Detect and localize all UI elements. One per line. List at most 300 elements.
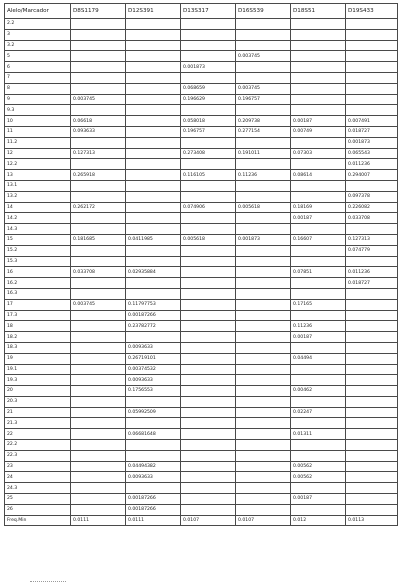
frequency-cell bbox=[126, 191, 181, 202]
table-row bbox=[5, 386, 398, 397]
frequency-cell bbox=[71, 72, 126, 83]
frequency-cell: 0.0093633 bbox=[126, 342, 181, 353]
frequency-cell: 0.04494382 bbox=[126, 461, 181, 472]
frequency-cell bbox=[346, 353, 398, 364]
frequency-cell bbox=[126, 418, 181, 429]
frequency-cell bbox=[346, 94, 398, 105]
frequency-cell bbox=[71, 256, 126, 267]
frequency-cell: 0.06618 bbox=[71, 116, 126, 127]
frequency-cell: 0.02935884 bbox=[126, 267, 181, 278]
frequency-cell bbox=[291, 19, 346, 30]
table-row bbox=[5, 234, 398, 245]
frequency-cell bbox=[236, 267, 291, 278]
frequency-cell bbox=[126, 332, 181, 343]
frequency-cell: 0.00187 bbox=[291, 213, 346, 224]
allele-cell: 25 bbox=[5, 494, 71, 505]
frequency-cell bbox=[71, 105, 126, 116]
frequency-cell bbox=[71, 180, 126, 191]
header-marker: D12S391 bbox=[126, 4, 181, 19]
frequency-cell: 0.02247 bbox=[291, 407, 346, 418]
frequency-cell bbox=[126, 19, 181, 30]
frequency-cell bbox=[126, 180, 181, 191]
allele-cell: 9 bbox=[5, 94, 71, 105]
frequency-cell: 0.1756553 bbox=[126, 386, 181, 397]
table-row bbox=[5, 191, 398, 202]
frequency-cell: 0.097378 bbox=[346, 191, 398, 202]
frequency-cell: 0.00562 bbox=[291, 461, 346, 472]
frequency-cell bbox=[291, 256, 346, 267]
frequency-cell: 0.074779 bbox=[346, 245, 398, 256]
frequency-cell bbox=[236, 159, 291, 170]
frequency-cell bbox=[126, 94, 181, 105]
frequency-cell bbox=[71, 440, 126, 451]
frequency-cell bbox=[181, 245, 236, 256]
table-row bbox=[5, 461, 398, 472]
frequency-cell bbox=[71, 450, 126, 461]
allele-cell: 21 bbox=[5, 407, 71, 418]
frequency-cell bbox=[346, 364, 398, 375]
table-row bbox=[5, 267, 398, 278]
frequency-cell bbox=[181, 364, 236, 375]
table-row bbox=[5, 40, 398, 51]
frequency-cell bbox=[71, 62, 126, 73]
frequency-cell bbox=[181, 105, 236, 116]
frequency-cell bbox=[181, 418, 236, 429]
frequency-cell bbox=[71, 483, 126, 494]
allele-cell: 5 bbox=[5, 51, 71, 62]
table-row bbox=[5, 450, 398, 461]
frequency-cell bbox=[236, 396, 291, 407]
frequency-cell bbox=[71, 19, 126, 30]
table-row bbox=[5, 288, 398, 299]
frequency-cell: 0.00187 bbox=[291, 494, 346, 505]
frequency-cell bbox=[181, 51, 236, 62]
frequency-cell bbox=[236, 180, 291, 191]
allele-cell: 13.1 bbox=[5, 180, 71, 191]
allele-cell: 18 bbox=[5, 321, 71, 332]
frequency-cell bbox=[71, 494, 126, 505]
frequency-cell bbox=[291, 245, 346, 256]
frequency-cell bbox=[126, 29, 181, 40]
frequency-cell: 0.23782772 bbox=[126, 321, 181, 332]
frequency-cell bbox=[71, 418, 126, 429]
frequency-cell bbox=[236, 299, 291, 310]
allele-cell: 16.3 bbox=[5, 288, 71, 299]
frequency-cell: 0.00187 bbox=[291, 332, 346, 343]
frequency-cell bbox=[291, 105, 346, 116]
frequency-cell bbox=[181, 472, 236, 483]
table-body bbox=[5, 19, 398, 526]
frequency-cell bbox=[291, 137, 346, 148]
frequency-cell: 0.0107 bbox=[236, 515, 291, 526]
frequency-cell bbox=[346, 256, 398, 267]
table-row bbox=[5, 202, 398, 213]
header-marker: D16S539 bbox=[236, 4, 291, 19]
frequency-cell bbox=[236, 278, 291, 289]
table-row bbox=[5, 148, 398, 159]
table-row bbox=[5, 278, 398, 289]
frequency-cell bbox=[346, 51, 398, 62]
frequency-cell bbox=[181, 483, 236, 494]
frequency-cell bbox=[236, 288, 291, 299]
frequency-cell: 0.00374532 bbox=[126, 364, 181, 375]
frequency-cell: 0.003745 bbox=[236, 83, 291, 94]
frequency-cell: 0.007491 bbox=[346, 116, 398, 127]
frequency-cell bbox=[236, 461, 291, 472]
frequency-cell bbox=[291, 288, 346, 299]
frequency-cell bbox=[126, 202, 181, 213]
frequency-cell bbox=[236, 256, 291, 267]
frequency-cell bbox=[181, 278, 236, 289]
table-row bbox=[5, 29, 398, 40]
frequency-cell bbox=[236, 386, 291, 397]
frequency-cell bbox=[71, 332, 126, 343]
header-marker: D19S433 bbox=[346, 4, 398, 19]
frequency-cell bbox=[126, 40, 181, 51]
frequency-cell bbox=[236, 494, 291, 505]
frequency-cell bbox=[236, 429, 291, 440]
frequency-cell: 0.00187 bbox=[291, 116, 346, 127]
frequency-cell: 0.01311 bbox=[291, 429, 346, 440]
table-row bbox=[5, 494, 398, 505]
table-row bbox=[5, 342, 398, 353]
frequency-cell bbox=[236, 62, 291, 73]
frequency-cell bbox=[346, 40, 398, 51]
allele-cell: 15.2 bbox=[5, 245, 71, 256]
frequency-cell bbox=[291, 224, 346, 235]
frequency-cell bbox=[236, 440, 291, 451]
frequency-cell bbox=[181, 191, 236, 202]
frequency-cell bbox=[71, 461, 126, 472]
frequency-cell bbox=[181, 375, 236, 386]
frequency-cell bbox=[181, 494, 236, 505]
frequency-cell: 0.181685 bbox=[71, 234, 126, 245]
frequency-cell bbox=[346, 321, 398, 332]
frequency-cell: 0.265918 bbox=[71, 170, 126, 181]
frequency-cell bbox=[71, 51, 126, 62]
allele-cell: 7 bbox=[5, 72, 71, 83]
allele-cell: 24 bbox=[5, 472, 71, 483]
frequency-cell: 0.11797753 bbox=[126, 299, 181, 310]
frequency-cell bbox=[236, 407, 291, 418]
frequency-cell: 0.277154 bbox=[236, 126, 291, 137]
table-row bbox=[5, 310, 398, 321]
frequency-cell bbox=[346, 386, 398, 397]
frequency-cell bbox=[346, 440, 398, 451]
frequency-cell bbox=[291, 375, 346, 386]
frequency-cell: 0.17165 bbox=[291, 299, 346, 310]
frequency-cell bbox=[181, 267, 236, 278]
frequency-cell bbox=[181, 504, 236, 515]
frequency-cell bbox=[181, 137, 236, 148]
allele-cell: 18.3 bbox=[5, 342, 71, 353]
frequency-cell: 0.18169 bbox=[291, 202, 346, 213]
frequency-cell bbox=[181, 332, 236, 343]
allele-cell: 16.2 bbox=[5, 278, 71, 289]
frequency-cell bbox=[126, 450, 181, 461]
frequency-cell bbox=[71, 386, 126, 397]
frequency-cell: 0.003745 bbox=[236, 51, 291, 62]
frequency-cell bbox=[291, 72, 346, 83]
frequency-cell bbox=[291, 51, 346, 62]
allele-cell: 22.3 bbox=[5, 450, 71, 461]
frequency-cell bbox=[71, 40, 126, 51]
frequency-cell: 0.273408 bbox=[181, 148, 236, 159]
table-row bbox=[5, 126, 398, 137]
header-allele-marker: Alelo/Marcador bbox=[5, 4, 71, 19]
allele-cell: 19 bbox=[5, 353, 71, 364]
frequency-cell: 0.003745 bbox=[71, 299, 126, 310]
allele-cell: 17.3 bbox=[5, 310, 71, 321]
table-row bbox=[5, 137, 398, 148]
frequency-cell bbox=[181, 299, 236, 310]
frequency-cell bbox=[291, 450, 346, 461]
frequency-cell: 0.294007 bbox=[346, 170, 398, 181]
table-row bbox=[5, 321, 398, 332]
frequency-cell: 0.003745 bbox=[71, 94, 126, 105]
frequency-cell bbox=[346, 396, 398, 407]
frequency-cell: 0.209738 bbox=[236, 116, 291, 127]
frequency-cell bbox=[236, 418, 291, 429]
frequency-cell bbox=[181, 450, 236, 461]
frequency-cell bbox=[71, 245, 126, 256]
frequency-cell bbox=[71, 137, 126, 148]
frequency-cell bbox=[71, 429, 126, 440]
frequency-cell: 0.001873 bbox=[181, 62, 236, 73]
frequency-cell bbox=[181, 407, 236, 418]
frequency-cell bbox=[346, 29, 398, 40]
allele-cell: 26 bbox=[5, 504, 71, 515]
frequency-cell bbox=[181, 342, 236, 353]
frequency-cell: 0.127313 bbox=[346, 234, 398, 245]
frequency-cell bbox=[346, 310, 398, 321]
frequency-cell: 0.068659 bbox=[181, 83, 236, 94]
allele-cell: 19.3 bbox=[5, 375, 71, 386]
table-row bbox=[5, 418, 398, 429]
frequency-cell: 0.033708 bbox=[346, 213, 398, 224]
allele-cell: 21.3 bbox=[5, 418, 71, 429]
allele-cell: 12.2 bbox=[5, 159, 71, 170]
table-row bbox=[5, 116, 398, 127]
table-row bbox=[5, 299, 398, 310]
allele-cell: 9.3 bbox=[5, 105, 71, 116]
table-row bbox=[5, 224, 398, 235]
frequency-cell bbox=[236, 353, 291, 364]
frequency-cell bbox=[346, 224, 398, 235]
frequency-cell bbox=[236, 245, 291, 256]
frequency-cell: 0.26719101 bbox=[126, 353, 181, 364]
table-row bbox=[5, 180, 398, 191]
frequency-cell bbox=[291, 62, 346, 73]
frequency-cell bbox=[181, 310, 236, 321]
table-row bbox=[5, 62, 398, 73]
frequency-cell: 0.074906 bbox=[181, 202, 236, 213]
allele-cell: 6 bbox=[5, 62, 71, 73]
allele-cell: 23 bbox=[5, 461, 71, 472]
header-marker: D8S1179 bbox=[71, 4, 126, 19]
frequency-cell bbox=[126, 213, 181, 224]
table-row bbox=[5, 440, 398, 451]
frequency-cell: 0.00462 bbox=[291, 386, 346, 397]
frequency-cell: 0.0093633 bbox=[126, 472, 181, 483]
frequency-cell: 0.07303 bbox=[291, 148, 346, 159]
table-row bbox=[5, 504, 398, 515]
allele-cell: 8 bbox=[5, 83, 71, 94]
frequency-cell bbox=[291, 180, 346, 191]
frequency-cell bbox=[71, 375, 126, 386]
frequency-cell bbox=[291, 278, 346, 289]
frequency-cell bbox=[291, 310, 346, 321]
table-row bbox=[5, 364, 398, 375]
frequency-cell: 0.0411985 bbox=[126, 234, 181, 245]
header-marker: D18S51 bbox=[291, 4, 346, 19]
table-row bbox=[5, 19, 398, 30]
frequency-cell bbox=[71, 396, 126, 407]
frequency-cell bbox=[126, 288, 181, 299]
frequency-cell: 0.001873 bbox=[236, 234, 291, 245]
frequency-cell bbox=[346, 483, 398, 494]
allele-cell: 3.2 bbox=[5, 40, 71, 51]
page-footnote-rule bbox=[30, 579, 90, 584]
frequency-cell bbox=[291, 159, 346, 170]
table-row bbox=[5, 407, 398, 418]
table-header bbox=[5, 4, 398, 19]
allele-cell: 13.2 bbox=[5, 191, 71, 202]
frequency-cell bbox=[71, 407, 126, 418]
frequency-cell: 0.011236 bbox=[346, 267, 398, 278]
frequency-cell bbox=[291, 40, 346, 51]
frequency-cell bbox=[181, 440, 236, 451]
frequency-cell: 0.011236 bbox=[346, 159, 398, 170]
frequency-cell bbox=[346, 461, 398, 472]
frequency-cell bbox=[346, 504, 398, 515]
frequency-cell: 0.018727 bbox=[346, 278, 398, 289]
frequency-cell bbox=[71, 191, 126, 202]
frequency-cell bbox=[291, 342, 346, 353]
table-row bbox=[5, 51, 398, 62]
frequency-cell bbox=[346, 62, 398, 73]
frequency-cell: 0.00749 bbox=[291, 126, 346, 137]
frequency-cell: 0.05992509 bbox=[126, 407, 181, 418]
frequency-cell: 0.06681648 bbox=[126, 429, 181, 440]
frequency-cell: 0.00187266 bbox=[126, 494, 181, 505]
frequency-cell bbox=[291, 504, 346, 515]
frequency-cell bbox=[181, 396, 236, 407]
frequency-cell: 0.127313 bbox=[71, 148, 126, 159]
frequency-cell bbox=[126, 148, 181, 159]
allele-cell: 14 bbox=[5, 202, 71, 213]
frequency-cell bbox=[71, 364, 126, 375]
frequency-cell bbox=[181, 40, 236, 51]
frequency-cell bbox=[346, 288, 398, 299]
frequency-cell bbox=[236, 19, 291, 30]
allele-cell: 19.1 bbox=[5, 364, 71, 375]
allele-frequency-table bbox=[4, 3, 398, 526]
frequency-cell bbox=[126, 51, 181, 62]
frequency-cell bbox=[291, 440, 346, 451]
frequency-cell bbox=[181, 180, 236, 191]
frequency-cell bbox=[236, 72, 291, 83]
allele-cell: 13 bbox=[5, 170, 71, 181]
header-row bbox=[5, 4, 398, 19]
table-row bbox=[5, 105, 398, 116]
frequency-cell: 0.0111 bbox=[71, 515, 126, 526]
frequency-cell: 0.116105 bbox=[181, 170, 236, 181]
frequency-cell: 0.018727 bbox=[346, 126, 398, 137]
frequency-cell: 0.005618 bbox=[236, 202, 291, 213]
frequency-cell bbox=[71, 159, 126, 170]
frequency-cell bbox=[126, 440, 181, 451]
frequency-cell bbox=[71, 504, 126, 515]
frequency-cell: 0.065543 bbox=[346, 148, 398, 159]
frequency-cell: 0.012 bbox=[291, 515, 346, 526]
frequency-cell bbox=[126, 245, 181, 256]
allele-cell: 14.3 bbox=[5, 224, 71, 235]
frequency-cell bbox=[126, 224, 181, 235]
table-row bbox=[5, 375, 398, 386]
frequency-cell bbox=[126, 256, 181, 267]
frequency-cell bbox=[236, 224, 291, 235]
allele-cell: 11 bbox=[5, 126, 71, 137]
frequency-cell bbox=[181, 321, 236, 332]
frequency-cell bbox=[346, 19, 398, 30]
frequency-cell bbox=[236, 310, 291, 321]
frequency-cell: 0.00562 bbox=[291, 472, 346, 483]
frequency-cell bbox=[181, 288, 236, 299]
frequency-cell bbox=[126, 483, 181, 494]
frequency-cell bbox=[346, 72, 398, 83]
frequency-cell bbox=[346, 472, 398, 483]
table-row bbox=[5, 83, 398, 94]
allele-cell: 20.3 bbox=[5, 396, 71, 407]
frequency-cell bbox=[346, 429, 398, 440]
frequency-cell bbox=[181, 224, 236, 235]
frequency-cell bbox=[236, 375, 291, 386]
frequency-cell bbox=[291, 191, 346, 202]
frequency-cell: 0.04494 bbox=[291, 353, 346, 364]
frequency-cell bbox=[236, 472, 291, 483]
frequency-cell bbox=[126, 105, 181, 116]
table-row bbox=[5, 245, 398, 256]
frequency-cell bbox=[236, 213, 291, 224]
frequency-cell bbox=[71, 288, 126, 299]
frequency-cell bbox=[291, 418, 346, 429]
frequency-cell bbox=[236, 29, 291, 40]
allele-cell: 3 bbox=[5, 29, 71, 40]
table-row bbox=[5, 256, 398, 267]
allele-cell: 15 bbox=[5, 234, 71, 245]
frequency-cell bbox=[126, 137, 181, 148]
frequency-cell: 0.00187266 bbox=[126, 310, 181, 321]
frequency-cell: 0.196757 bbox=[236, 94, 291, 105]
frequency-cell: 0.11236 bbox=[291, 321, 346, 332]
allele-cell: 20 bbox=[5, 386, 71, 397]
frequency-cell bbox=[236, 321, 291, 332]
frequency-cell bbox=[181, 29, 236, 40]
frequency-cell: 0.033708 bbox=[71, 267, 126, 278]
frequency-cell: 0.093633 bbox=[71, 126, 126, 137]
frequency-cell bbox=[181, 256, 236, 267]
frequency-cell bbox=[346, 375, 398, 386]
frequency-cell bbox=[71, 83, 126, 94]
frequency-cell bbox=[71, 472, 126, 483]
frequency-cell: 0.191011 bbox=[236, 148, 291, 159]
frequency-cell bbox=[126, 72, 181, 83]
table-row bbox=[5, 170, 398, 181]
allele-cell: 15.3 bbox=[5, 256, 71, 267]
frequency-cell: 0.001873 bbox=[346, 137, 398, 148]
frequency-cell bbox=[181, 213, 236, 224]
